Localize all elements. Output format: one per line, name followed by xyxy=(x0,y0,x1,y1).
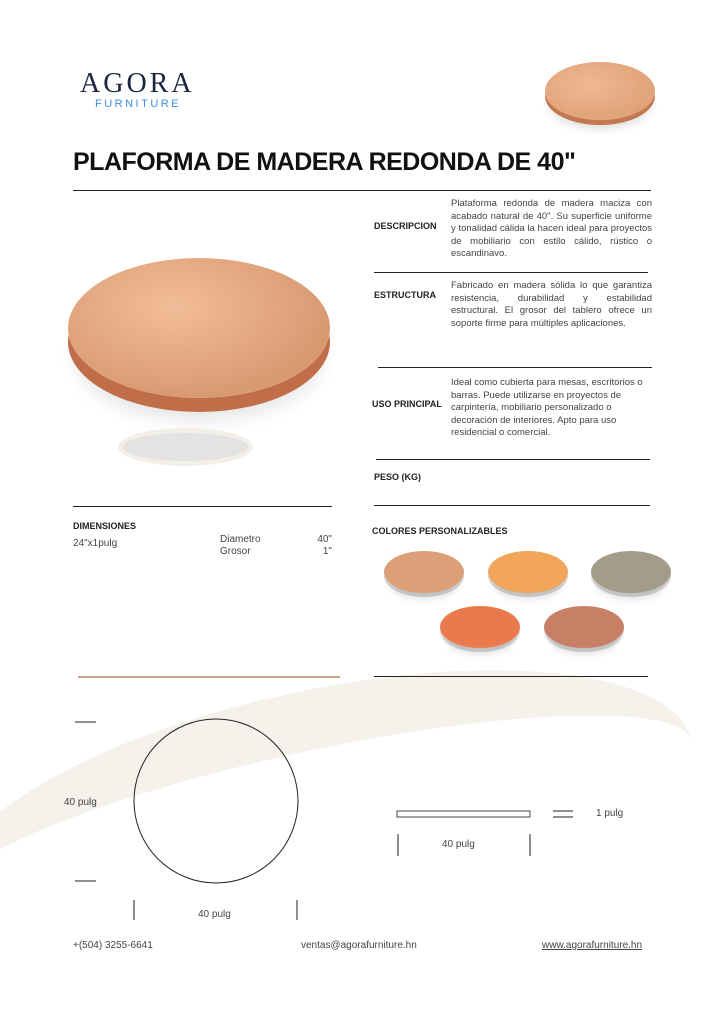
dim-value: 1" xyxy=(322,546,332,557)
footer-phone: +(504) 3255-6641 xyxy=(73,940,153,951)
diagram-width-label: 40 pulg xyxy=(198,909,231,920)
diagram-side-width-label: 40 pulg xyxy=(442,839,475,850)
spec-text: Ideal como cubierta para mesas, escritorios o barras. Puede utilizarse en proyectos de carpintería, mobiliario personalizado o decoración de interiores. Apto para uso residencial o comercial. xyxy=(451,377,643,438)
header-product-image xyxy=(545,62,655,120)
spec-label: PESO (KG) xyxy=(374,472,422,482)
dimensions-label: DIMENSIONES xyxy=(73,521,137,531)
dimensions-size: 24"x1pulg xyxy=(73,538,118,549)
color-swatch-brown[interactable] xyxy=(544,606,624,648)
divider xyxy=(374,676,648,677)
dim-name: Diametro xyxy=(220,534,261,545)
color-swatch-gray[interactable] xyxy=(591,551,671,593)
dim-name: Grosor xyxy=(220,546,251,557)
spec-text: Plataforma redonda de madera maciza con acabado natural de 40". Su superficie uniforme y tonalidad cálida la hacen ideal para proyectos de mobiliario con estilo cálido, rústico o escandinavo. xyxy=(451,198,652,259)
color-swatch-honey[interactable] xyxy=(488,551,568,593)
divider xyxy=(73,190,651,191)
spec-label: DESCRIPCION xyxy=(374,221,437,231)
logo-sub: FURNITURE xyxy=(95,98,182,110)
footer-email[interactable]: ventas@agorafurniture.hn xyxy=(301,940,417,951)
footer-website-link[interactable]: www.agorafurniture.hn xyxy=(542,940,643,951)
spec-label: ESTRUCTURA xyxy=(374,290,436,300)
spec-label: USO PRINCIPAL xyxy=(372,399,442,409)
page-title: PLAFORMA DE MADERA REDONDA DE 40" xyxy=(73,148,576,176)
divider xyxy=(376,459,650,460)
divider xyxy=(374,272,648,273)
product-shadow xyxy=(118,428,253,466)
dim-value: 40" xyxy=(317,534,332,545)
divider xyxy=(374,505,650,506)
logo-name: AGORA xyxy=(80,68,195,99)
colors-label: COLORES PERSONALIZABLES xyxy=(372,526,508,536)
spec-text: Fabricado en madera sólida lo que garantiza resistencia, durabilidad y estabilidad estructural. El grosor del tablero ofrece un soporte firme para múltiples aplicaciones. xyxy=(451,280,652,329)
product-image xyxy=(68,258,330,398)
diagram-height-label: 40 pulg xyxy=(64,797,97,808)
divider xyxy=(378,367,652,368)
diagram-thickness-label: 1 pulg xyxy=(596,808,624,819)
color-swatch-orange[interactable] xyxy=(440,606,520,648)
color-swatch-natural[interactable] xyxy=(384,551,464,593)
divider xyxy=(73,506,332,507)
divider xyxy=(78,676,340,678)
